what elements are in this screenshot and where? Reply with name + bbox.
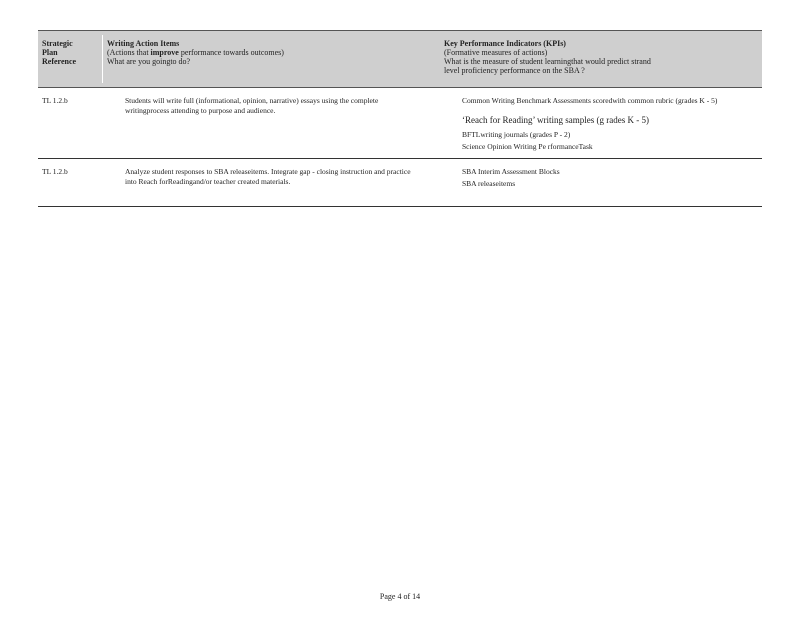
kpi-item: ‘Reach for Reading’ writing samples (g rades K - 5) bbox=[462, 115, 650, 125]
header-col2-sub-a: (Actions that bbox=[107, 48, 151, 57]
strategic-plan-table bbox=[38, 30, 762, 207]
header-col3-question-line: level proficiency performance on the SBA ? bbox=[444, 66, 585, 75]
header-col1-line: Strategic bbox=[42, 39, 73, 48]
header-col2-title: Writing Action Items bbox=[107, 39, 180, 48]
header-col2-sub-bold: improve bbox=[150, 48, 179, 57]
row-reference: TL 1.2.b bbox=[42, 167, 68, 176]
kpi-item: Science Opinion Writing Pe rformanceTask bbox=[462, 142, 593, 151]
row-reference: TL 1.2.b bbox=[42, 96, 68, 105]
kpi-item: SBA Interim Assessment Blocks bbox=[462, 167, 560, 176]
header-col3-subtitle: (Formative measures of actions) bbox=[444, 48, 548, 57]
action-item-text: Students will write full (informational, opinion, narrative) essays using the complete writingprocess attending to purpose and audience. bbox=[125, 96, 379, 115]
header-col3-title: Key Performance Indicators (KPIs) bbox=[444, 39, 566, 48]
table-row bbox=[38, 88, 762, 159]
table-header bbox=[38, 30, 762, 88]
kpi-item: BFTLwriting journals (grades P - 2) bbox=[462, 130, 571, 139]
kpi-item: Common Writing Benchmark Assessments scoredwith common rubric (grades K - 5) bbox=[462, 96, 718, 105]
header-divider bbox=[102, 35, 103, 83]
header-col3-question-line: What is the measure of student learningthat would predict strand bbox=[444, 57, 651, 66]
header-col2-subtitle bbox=[107, 48, 437, 57]
page-number: Page 4 of 14 bbox=[379, 592, 421, 601]
header-writing-action-items bbox=[107, 39, 437, 66]
kpi-item: SBA releaseitems bbox=[462, 179, 516, 188]
header-col1-line: Reference bbox=[42, 57, 77, 66]
header-col1-line: Plan bbox=[42, 48, 58, 57]
table-row bbox=[38, 159, 762, 207]
header-kpis bbox=[444, 39, 756, 75]
header-strategic-plan-reference bbox=[42, 39, 102, 66]
header-col2-question: What are you goingto do? bbox=[107, 57, 191, 66]
header-col2-sub-b: performance towards outcomes) bbox=[178, 48, 284, 57]
action-item-text: Analyze student responses to SBA releaseitems. Integrate gap - closing instruction and practice into Reach forReadingand/or teacher created materials. bbox=[125, 167, 411, 186]
